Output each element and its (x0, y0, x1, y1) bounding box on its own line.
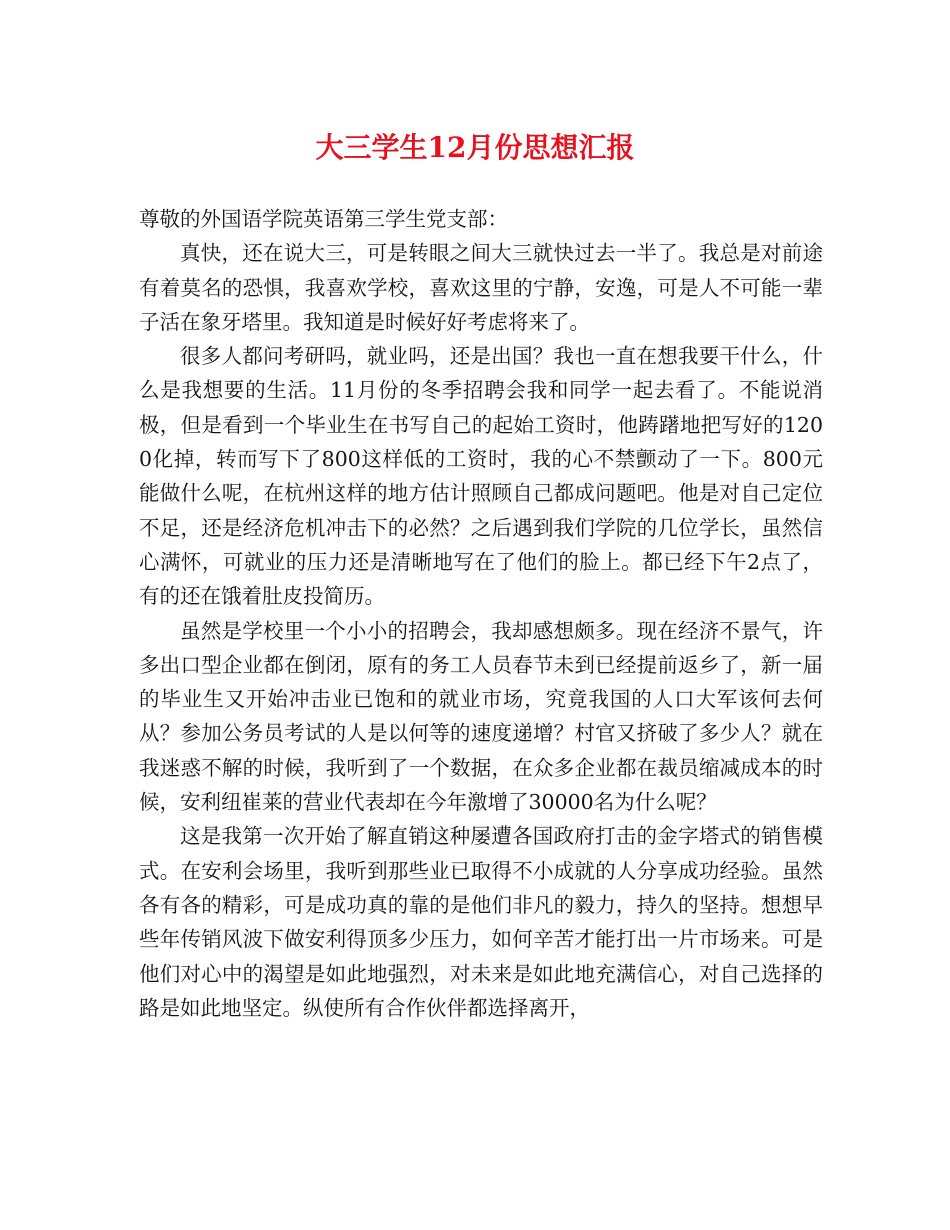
salutation: 尊敬的外国语学院英语第三学生党支部： (139, 207, 508, 231)
document-title: 大三学生12月份思想汇报 (315, 131, 635, 164)
document-body (139, 202, 823, 1025)
paragraph: 真快，还在说大三，可是转眼之间大三就快过去一半了。我总是对前途有着莫名的恐惧，我喜欢学校，喜欢这里的宁静，安逸，可是人不可能一辈子活在象牙塔里。我知道是时候好好考虑将来了。 (139, 241, 823, 334)
paragraph: 虽然是学校里一个小小的招聘会，我却感想颇多。现在经济不景气，许多出口型企业都在倒闭，原有的务工人员春节未到已经提前返乡了，新一届的毕业生又开始冲击业已饱和的就业市场，究竟我国的人口大军该何去何从？参加公务员考试的人是以何等的速度递增？村官又挤破了多少人？就在我迷惑不解的时候，我听到了一个数据，在众多企业都在裁员缩减成本的时候，安利纽崔莱的营业代表却在今年激增了30000名为什么呢？ (139, 618, 823, 815)
paragraph: 这是我第一次开始了解直销这种屡遭各国政府打击的金字塔式的销售模式。在安利会场里，我听到那些业已取得不小成就的人分享成功经验。虽然各有各的精彩，可是成功真的靠的是他们非凡的毅力，持久的坚持。想想早些年传销风波下做安利得顶多少压力，如何辛苦才能打出一片市场来。可是他们对心中的渴望是如此地强烈，对未来是如此地充满信心，对自己选择的路是如此地坚定。纵使所有合作伙伴都选择离开， (139, 824, 823, 1020)
paragraph: 很多人都问考研吗，就业吗，还是出国？我也一直在想我要干什么，什么是我想要的生活。11月份的冬季招聘会我和同学一起去看了。不能说消极，但是看到一个毕业生在书写自己的起始工资时，他踌躇地把写好的1200化掉，转而写下了800这样低的工资时，我的心不禁颤动了一下。800元能做什么呢，在杭州这样的地方估计照顾自己都成问题吧。他是对自己定位不足，还是经济危机冲击下的必然？之后遇到我们学院的几位学长，虽然信心满怀，可就业的压力还是清晰地写在了他们的脸上。都已经下午2点了，有的还在饿着肚皮投简历。 (139, 344, 823, 609)
